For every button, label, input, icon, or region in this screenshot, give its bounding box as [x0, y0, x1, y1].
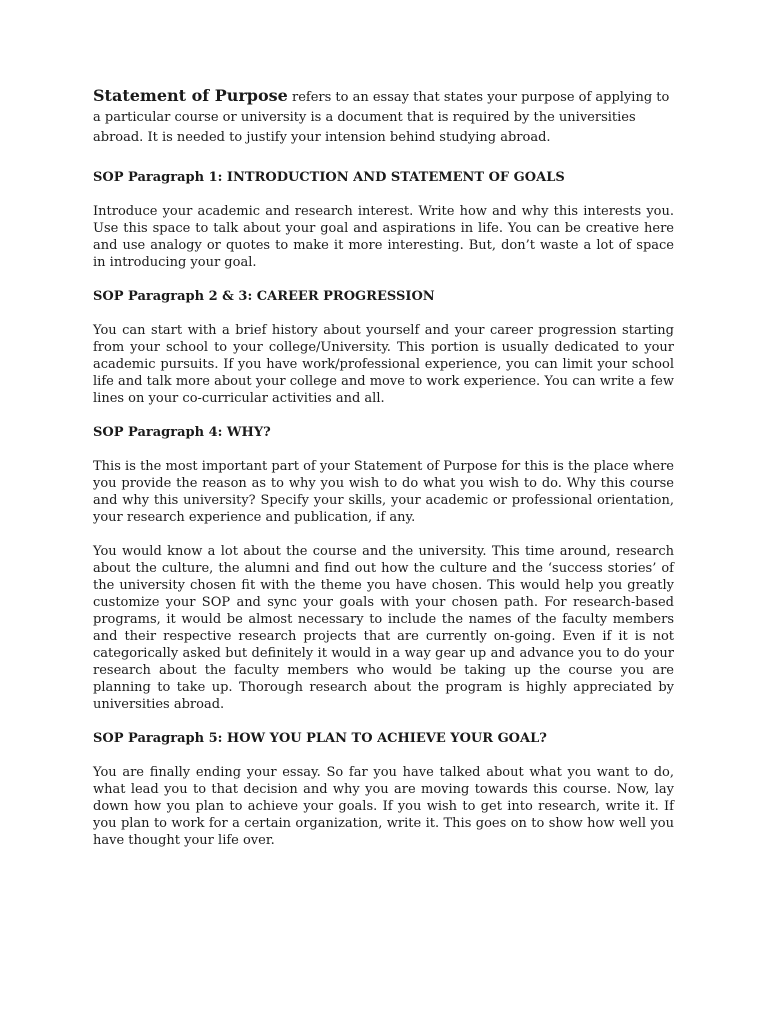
section-2	[93, 288, 674, 407]
intro-paragraph	[93, 86, 674, 148]
intro-title: Statement of Purpose	[93, 86, 288, 105]
intro-text: refers to an essay that states your purpose of applying to a particular course or university is a document that is required by the universities abroad. It is needed to justify your intension behind studying abroad.	[93, 90, 670, 145]
section-3	[93, 424, 674, 713]
section-heading: SOP Paragraph 5: HOW YOU PLAN TO ACHIEVE YOUR GOAL?	[93, 731, 547, 746]
section-heading: SOP Paragraph 2 & 3: CAREER PROGRESSION	[93, 289, 435, 304]
section-paragraph: You can start with a brief history about yourself and your career progression starting from your school to your college/University. This portion is usually dedicated to your academic pursuits. If you have work/professional experience, you can limit your school life and talk more about your college and move to work experience. You can write a few lines on your co-curricular activities and all.	[93, 323, 674, 406]
section-1	[93, 169, 674, 271]
section-paragraph: This is the most important part of your Statement of Purpose for this is the place where you provide the reason as to why you wish to do what you wish to do. Why this course and why this university? Specify your skills, your academic or professional orientation, your research experience and publication, if any.	[93, 459, 674, 525]
section-4	[93, 730, 674, 849]
section-paragraph: You are finally ending your essay. So far you have talked about what you want to do, what lead you to that decision and why you are moving towards this course. Now, lay down how you plan to achieve your goals. If you wish to get into research, write it. If you plan to work for a certain organization, write it. This goes on to show how well you have thought your life over.	[93, 765, 674, 848]
document-page	[93, 86, 674, 866]
section-paragraph: Introduce your academic and research interest. Write how and why this interests you. Use this space to talk about your goal and aspirations in life. You can be creative here and use analogy or quotes to make it more interesting. But, don’t waste a lot of space in introducing your goal.	[93, 204, 674, 270]
section-paragraph: You would know a lot about the course and the university. This time around, research about the culture, the alumni and find out how the culture and the ‘success stories’ of the university chosen fit with the theme you have chosen. This would help you greatly customize your SOP and sync your goals with your chosen path. For research-based programs, it would be almost necessary to include the names of the faculty members and their respective research projects that are currently on-going. Even if it is not categorically asked but definitely it would in a way gear up and advance you to do your research about the faculty members who would be taking up the course you are planning to take up. Thorough research about the program is highly appreciated by universities abroad.	[93, 544, 674, 712]
section-heading: SOP Paragraph 1: INTRODUCTION AND STATEMENT OF GOALS	[93, 170, 565, 185]
section-heading: SOP Paragraph 4: WHY?	[93, 425, 271, 440]
